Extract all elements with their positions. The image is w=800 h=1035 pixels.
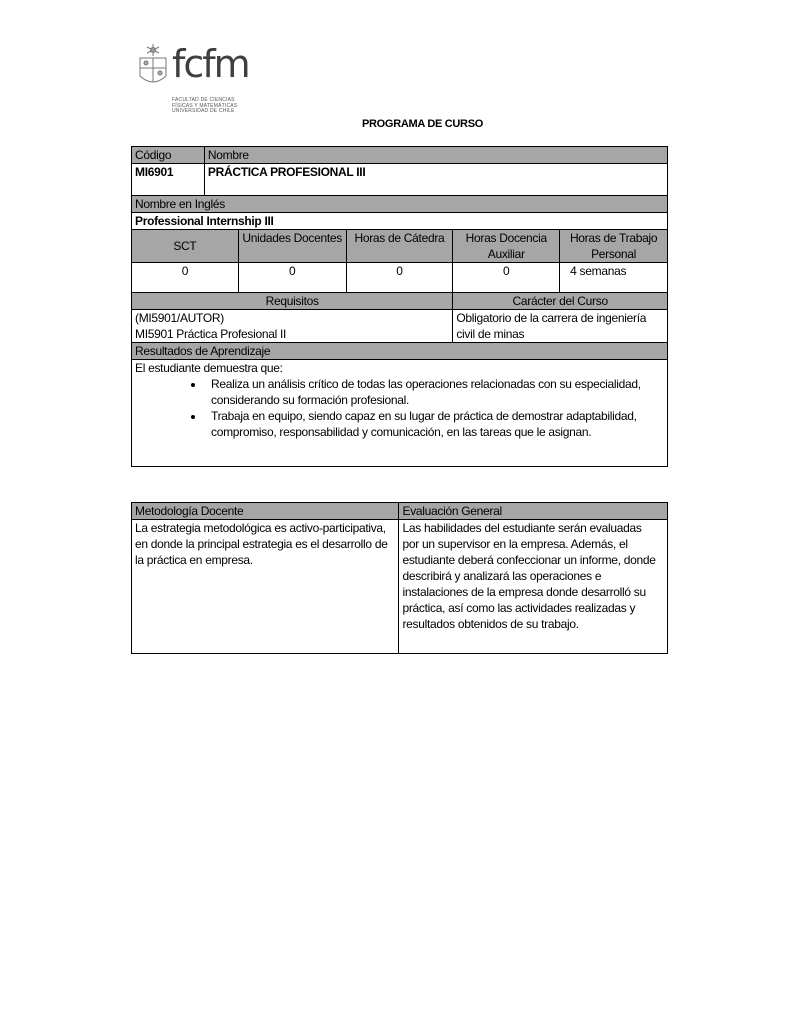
course-name: PRÁCTICA PROFESIONAL III [204, 164, 667, 196]
header-horas-trabajo-personal: Horas de Trabajo Personal [560, 230, 668, 263]
caracter-label: Carácter del Curso [453, 293, 668, 310]
page-title: PROGRAMA DE CURSO [362, 118, 483, 130]
value-unidades-docentes: 0 [238, 263, 346, 293]
english-name: Professional Internship III [132, 213, 668, 230]
header-sct: SCT [132, 230, 239, 263]
header-unidades-docentes: Unidades Docentes [238, 230, 346, 263]
value-sct: 0 [132, 263, 239, 293]
logo-subtitle: FACULTAD DE CIENCIAS FÍSICAS Y MATEMÁTICAS UNIVERSIDAD DE CHILE [172, 97, 238, 114]
metodologia-text: La estrategia metodológica es activo-participativa, en donde la principal estrategia es el desarrollo de la práctica en empresa. [132, 520, 399, 654]
requisitos-label: Requisitos [132, 293, 453, 310]
logo-text: fcfm [172, 42, 249, 86]
course-table [131, 146, 668, 467]
resultados-label: Resultados de Aprendizaje [132, 343, 668, 360]
codigo-label: Código [132, 147, 205, 164]
list-item: • Trabaja en equipo, siendo capaz en su lugar de práctica de demostrar adaptabilidad, compromiso, responsabilidad y comunicación, en las tareas que le asignan. [205, 408, 664, 440]
value-horas-catedra: 0 [346, 263, 453, 293]
evaluacion-text: Las habilidades del estudiante serán evaluadas por un supervisor en la empresa. Además, el estudiante deberá confeccionar un informe, donde describirá y analizará las operaciones e instalaciones de la empresa donde desarrolló su práctica, así como las actividades realizadas y resultados obtenidos de su trabajo. [399, 520, 668, 654]
caracter-value: Obligatorio de la carrera de ingeniería civil de minas [453, 310, 668, 343]
value-horas-auxiliar: 0 [453, 263, 560, 293]
resultados-list [135, 376, 664, 440]
metodologia-label: Metodología Docente [132, 503, 399, 520]
nombre-label: Nombre [204, 147, 667, 164]
course-code: MI6901 [132, 164, 205, 196]
header-horas-catedra: Horas de Cátedra [346, 230, 453, 263]
fcfm-logo [136, 42, 256, 118]
header-horas-auxiliar: Horas Docencia Auxiliar [453, 230, 560, 263]
list-item: • Realiza un análisis crítico de todas las operaciones relacionadas con su especialidad, considerando su formación profesional. [205, 376, 664, 408]
evaluacion-label: Evaluación General [399, 503, 668, 520]
methodology-table [131, 502, 668, 654]
university-emblem-icon [136, 42, 170, 92]
resultados-intro: El estudiante demuestra que: [135, 361, 283, 375]
requisitos-value: (MI5901/AUTOR) MI5901 Práctica Profesional II [132, 310, 453, 343]
value-horas-trabajo-personal: 4 semanas [560, 263, 668, 293]
resultados-content [132, 360, 668, 467]
ingles-label: Nombre en Inglés [132, 196, 668, 213]
